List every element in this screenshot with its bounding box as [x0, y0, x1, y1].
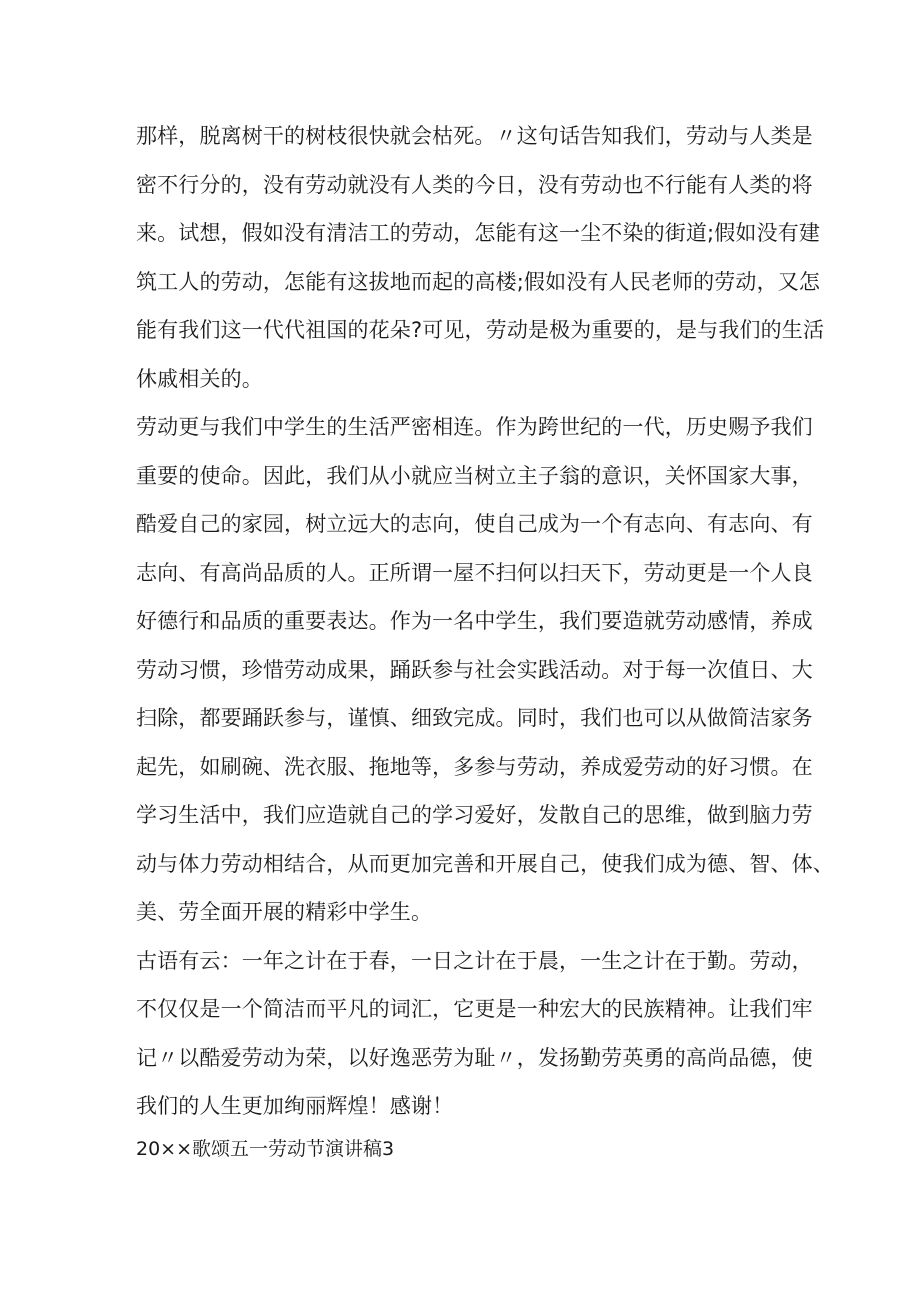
text-line: 扫除，都要踊跃参与，谨慎、细致完成。同时，我们也可以从做简洁家务: [136, 706, 813, 730]
text-line: 密不行分的，没有劳动就没有人类的今日，没有劳动也不行能有人类的将: [136, 172, 813, 197]
paragraph-1: [136, 112, 825, 403]
text-line: 不仅仅是一个简洁而平凡的词汇，它更是一种宏大的民族精神。让我们牢: [136, 997, 813, 1021]
text-line: 劳动习惯，珍惜劳动成果，踊跃参与社会实践活动。对于每一次值日、大: [136, 657, 813, 682]
text-line: 能有我们这一代代祖国的花朵?可见，劳动是极为重要的，是与我们的生活: [136, 318, 825, 342]
paragraph-3: [136, 937, 813, 1131]
text-line: 学习生活中，我们应造就自己的学习爱好，发散自己的思维，做到脑力劳: [136, 803, 813, 827]
text-line: 美、劳全面开展的精彩中学生。: [136, 900, 433, 924]
text-line: 好德行和品质的重要表达。作为一名中学生，我们要造就劳动感情，养成: [136, 609, 813, 633]
text-line: 重要的使命。因此，我们从小就应当树立主子翁的意识，关怀国家大事，: [136, 463, 813, 488]
text-line: 来。试想，假如没有清洁工的劳动，怎能有这一尘不染的街道;假如没有建: [136, 221, 821, 245]
text-line: 筑工人的劳动，怎能有这拔地而起的高楼;假如没有人民老师的劳动，又怎: [136, 269, 821, 294]
text-line: 志向、有高尚品质的人。正所谓一屋不扫何以扫天下，劳动更是一个人良: [136, 560, 813, 585]
text-line: 那样，脱离树干的树枝很快就会枯死。〃这句话告知我们，劳动与人类是: [136, 124, 813, 148]
section-heading: 20××歌颂五一劳动节演讲稿3: [136, 1138, 395, 1160]
text-line: 起先，如刷碗、洗衣服、拖地等，多参与劳动，养成爱劳动的好习惯。在: [136, 754, 813, 779]
paragraph-2: [136, 403, 834, 937]
text-line: 我们的人生更加绚丽辉煌！感谢！: [136, 1094, 454, 1118]
text-line: 劳动更与我们中学生的生活严密相连。作为跨世纪的一代，历史赐予我们: [136, 415, 813, 439]
speech-body: [136, 112, 834, 1131]
text-line: 古语有云：一年之计在于春，一日之计在于晨，一生之计在于勤。劳动，: [136, 948, 813, 973]
text-line: 动与体力劳动相结合，从而更加完善和开展自己，使我们成为德、智、体、: [136, 851, 834, 876]
text-line: 休戚相关的。: [136, 366, 263, 391]
text-line: 记〃以酷爱劳动为荣，以好逸恶劳为耻〃，发扬勤劳英勇的高尚品德，使: [136, 1045, 813, 1070]
text-line: 酷爱自己的家园，树立远大的志向，使自己成为一个有志向、有志向、有: [136, 512, 813, 536]
